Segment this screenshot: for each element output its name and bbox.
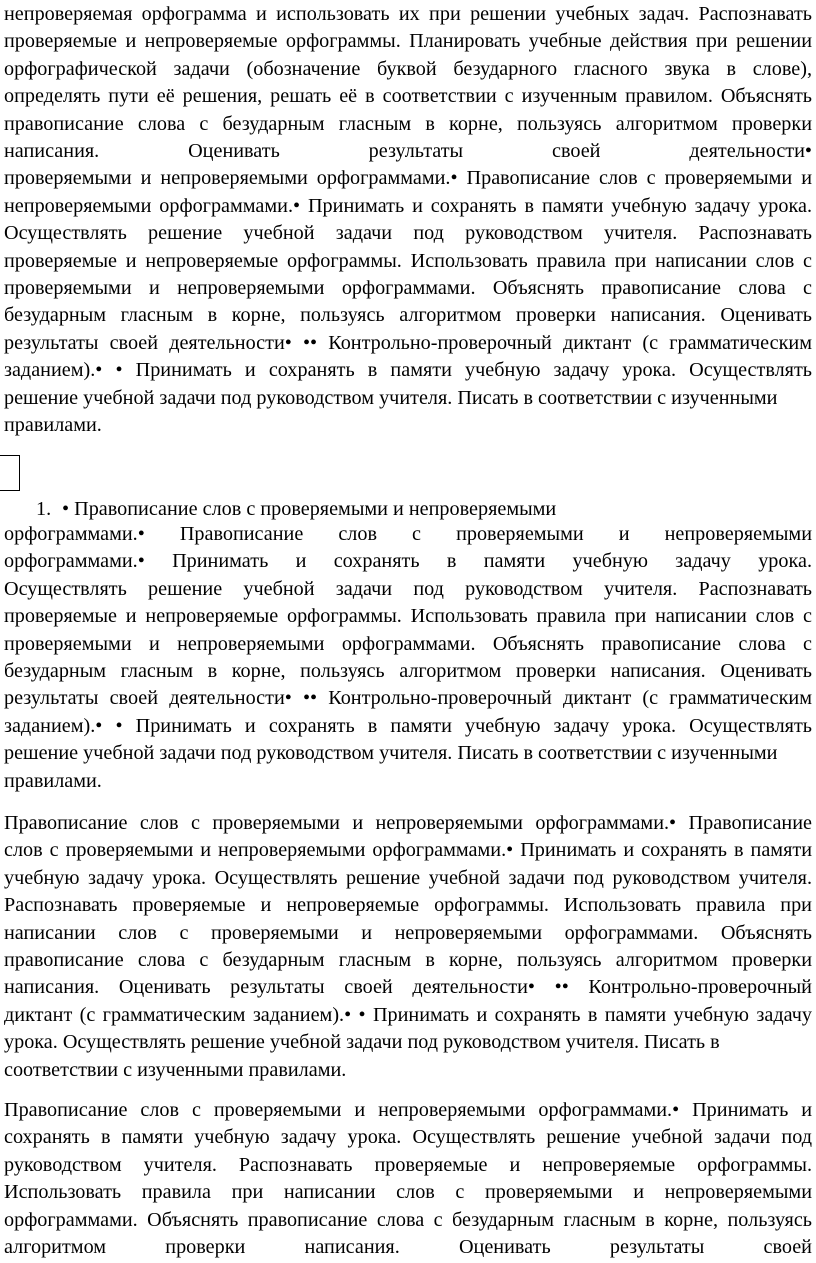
text-line: проверяемыми и непроверяемыми орфограммами.• Правописание слов с проверяемыми и	[4, 167, 812, 190]
text-line: безударным гласным в корне, пользуясь алгоритмом проверки написания. Оценивать	[4, 304, 812, 327]
text-line: орфографической задачи (обозначение буквой безударного гласного звука в слове),	[4, 57, 812, 80]
list-item-1	[36, 496, 556, 523]
text-line: написания. Оценивать результаты своей деятельности• •• Контрольно-проверочный	[4, 976, 812, 999]
text-line: проверяемые и непроверяемые орфограммы. Планировать учебные действия при решении	[4, 30, 812, 53]
text-line: написании слов с проверяемыми и непроверяемыми орфограммами. Объяснять	[4, 921, 812, 944]
text-line: Правописание слов с проверяемыми и непроверяемыми орфограммами.• Правописание	[4, 812, 812, 834]
text-line: руководством учителя. Распознавать проверяемые и непроверяемые орфограммы.	[4, 1153, 812, 1176]
text-line: непроверяемыми орфограммами.• Принимать и сохранять в памяти учебную задачу урока.	[4, 194, 812, 217]
text-line: орфограммами.• Правописание слов с проверяемыми и непроверяемыми	[4, 523, 812, 545]
text-line: Правописание слов с проверяемыми и непроверяемыми орфограммами.• Принимать и	[4, 1099, 812, 1121]
text-line: результаты своей деятельности• •• Контрольно-проверочный диктант (с грамматическим	[4, 331, 812, 354]
text-line: диктант (с грамматическим заданием).• • Принимать и сохранять в памяти учебную задачу	[4, 1003, 812, 1026]
text-line: проверяемые и непроверяемые орфограммы. Использовать правила при написании слов с	[4, 249, 812, 272]
text-line: результаты своей деятельности• •• Контрольно-проверочный диктант (с грамматическим	[4, 687, 812, 710]
text-line: определять пути её решения, решать её в соответствии с изученным правилом. Объяснять	[4, 85, 812, 108]
text-line: орфограммами.• Принимать и сохранять в памяти учебную задачу урока.	[4, 550, 812, 573]
list-item-text: • Правописание слов с проверяемыми и непроверяемыми	[62, 498, 557, 520]
text-line: алгоритмом проверки написания. Оценивать результаты своей	[4, 1236, 812, 1259]
text-line: правописание слова с безударным гласным в корне, пользуясь алгоритмом проверки	[4, 112, 812, 135]
paragraph-4	[4, 1097, 812, 1261]
text-line: решение учебной задачи под руководством учителя. Писать в соответствии с изученными	[4, 386, 778, 409]
text-line: слов с проверяемыми и непроверяемыми орфограммами.• Принимать и сохранять в памяти	[4, 839, 812, 862]
text-line: безударным гласным в корне, пользуясь алгоритмом проверки написания. Оценивать	[4, 660, 812, 683]
text-line: правилами.	[4, 414, 102, 437]
text-line: Использовать правила при написании слов с проверяемыми и непроверяемыми	[4, 1181, 812, 1204]
text-line: правилами.	[4, 769, 102, 792]
text-line: Осуществлять решение учебной задачи под руководством учителя. Распознавать	[4, 577, 812, 600]
text-line: заданием).• • Принимать и сохранять в памяти учебную задачу урока. Осуществлять	[4, 714, 812, 737]
list-number: 1.	[36, 498, 52, 520]
text-line: орфограммами. Объяснять правописание слова с безударным гласным в корне, пользуясь	[4, 1208, 812, 1231]
text-line: непроверяемая орфограмма и использовать их при решении учебных задач. Распознавать	[4, 3, 812, 25]
text-line: учебную задачу урока. Осуществлять решение учебной задачи под руководством учителя.	[4, 866, 812, 889]
text-line: проверяемыми и непроверяемыми орфограммами. Объяснять правописание слова с	[4, 632, 812, 655]
checkbox-frame	[0, 455, 20, 491]
text-line: решение учебной задачи под руководством учителя. Писать в соответствии с изученными	[4, 742, 778, 765]
paragraph-1	[4, 1, 812, 440]
text-line: проверяемыми и непроверяемыми орфограммами. Объяснять правописание слова с	[4, 277, 812, 300]
text-line: правописание слова с безударным гласным в корне, пользуясь алгоритмом проверки	[4, 949, 812, 972]
text-line: проверяемые и непроверяемые орфограммы. Использовать правила при написании слов с	[4, 605, 812, 628]
text-line: соответствии с изученными правилами.	[4, 1058, 347, 1081]
paragraph-2	[4, 521, 812, 795]
text-line: урока. Осуществлять решение учебной задачи под руководством учителя. Писать в	[4, 1031, 720, 1054]
text-line: написания. Оценивать результаты своей деятельности•	[4, 140, 812, 163]
text-line: заданием).• • Принимать и сохранять в памяти учебную задачу урока. Осуществлять	[4, 359, 812, 382]
paragraph-3	[4, 810, 812, 1084]
text-line: Осуществлять решение учебной задачи под руководством учителя. Распознавать	[4, 222, 812, 245]
text-line: сохранять в памяти учебную задачу урока. Осуществлять решение учебной задачи под	[4, 1126, 812, 1149]
text-line: Распознавать проверяемые и непроверяемые орфограммы. Использовать правила при	[4, 894, 812, 917]
